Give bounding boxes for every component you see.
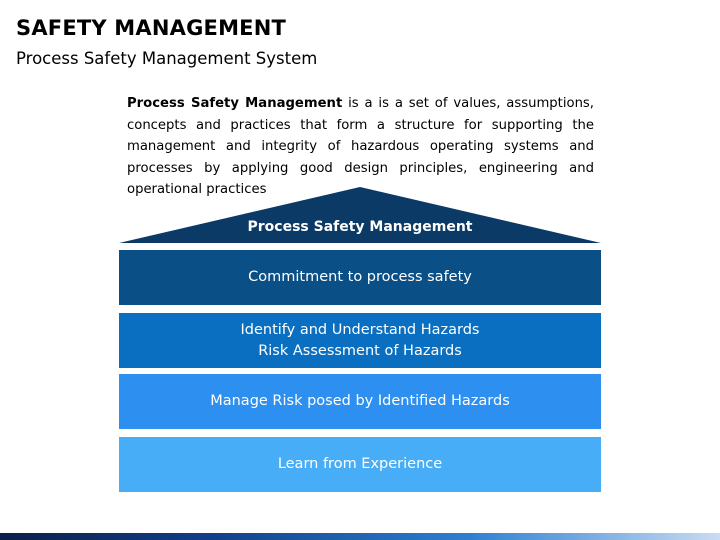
layer-commitment xyxy=(119,250,601,305)
layer-identify-hazards-line-1: Identify and Understand Hazards xyxy=(240,321,480,338)
layer-identify-hazards xyxy=(119,313,601,368)
layer-manage-risk-line-1: Manage Risk posed by Identified Hazards xyxy=(210,393,510,409)
slide-title: SAFETY MANAGEMENT xyxy=(16,16,287,40)
roof-label: Process Safety Management xyxy=(247,219,473,235)
layer-identify-hazards-line-2: Risk Assessment of Hazards xyxy=(258,342,462,359)
description-paragraph xyxy=(127,93,594,201)
layer-commitment-line-1: Commitment to process safety xyxy=(248,269,472,285)
layer-manage-risk xyxy=(119,374,601,429)
description-text: is a is a set of values, assumptions, concepts and practices that form a structure for supporting the management and integrity of hazardous operating systems and processes by applying good design principles, engineering and operational practices xyxy=(127,96,594,198)
slide-subtitle: Process Safety Management System xyxy=(16,49,318,68)
description-bold-term: Process Safety Management xyxy=(127,96,343,111)
roof-triangle xyxy=(119,187,601,244)
bottom-accent-bar xyxy=(0,533,720,540)
layer-learn-experience xyxy=(119,437,601,492)
layer-learn-experience-line-1: Learn from Experience xyxy=(277,456,443,472)
